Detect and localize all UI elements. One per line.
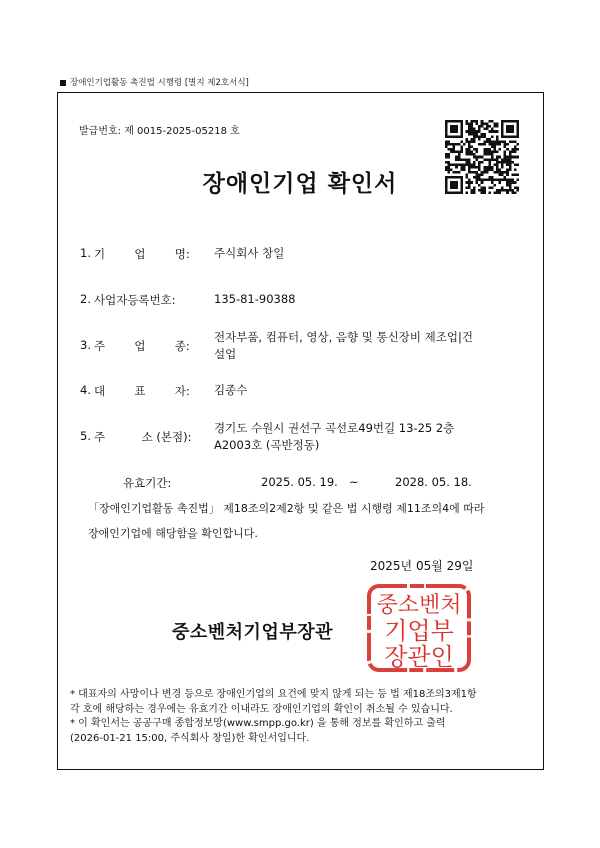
validity-label: 유효기간: <box>123 476 172 490</box>
document-title: 장애인기업 확인서 <box>202 171 398 197</box>
main-industry-line-2: 설업 <box>214 347 237 361</box>
address-value <box>214 420 514 454</box>
field-label: 사업자등록번호: <box>94 293 176 307</box>
validity-tilde: ~ <box>349 475 359 489</box>
footnote-line: * 이 확인서는 공공구매 종합정보망(www.smpp.go.kr) 을 통해 정보를 확인하고 출력 <box>70 718 446 729</box>
representative-value: 김종수 <box>214 383 248 397</box>
certification-line-1: 「장애인기업활동 촉진법」 제18조의2제2항 및 같은 법 시행령 제11조의4에 따라 <box>88 502 485 515</box>
footnote-line: * 대표자의 사망이나 변경 등으로 장애인기업의 요건에 맞지 않게 되는 등 법 제18조의3제1항 <box>70 689 477 700</box>
validity-end: 2028. 05. 18. <box>395 475 472 489</box>
business-reg-no-value: 135-81-90388 <box>214 292 296 306</box>
certification-line-2: 장애인기업에 해당함을 확인합니다. <box>88 527 258 540</box>
main-industry-value <box>214 329 514 363</box>
validity-start: 2025. 05. 19. <box>261 475 338 489</box>
issuer-minister: 중소벤처기업부장관 <box>172 622 333 643</box>
issue-date: 2025년 05월 29일 <box>370 559 474 573</box>
issue-number: 발급번호: 제 0015-2025-05218 호 <box>79 126 240 137</box>
address-line-1: 경기도 수원시 권선구 곡선로49번길 13-25 2층 <box>214 421 455 435</box>
field-label: 주 소 (본점): <box>94 430 192 444</box>
field-number: 4. <box>80 383 91 397</box>
footnotes <box>70 688 540 746</box>
form-header-text: 장애인기업활동 촉진법 시행령 [별지 제2호서식] <box>70 78 249 88</box>
seal-text-line-3: 장관인 <box>384 643 454 671</box>
official-seal-stamp <box>365 582 473 674</box>
field-number: 3. <box>80 338 91 352</box>
field-label: 대 표 자: <box>94 384 190 398</box>
field-number: 2. <box>80 292 91 306</box>
square-bullet-icon <box>60 80 66 86</box>
address-line-2: A2003호 (곡반정동) <box>214 438 320 452</box>
field-label: 기 업 명: <box>94 247 190 261</box>
footnote-line: (2026-01-21 15:00, 주식회사 창일)한 확인서입니다. <box>70 732 310 744</box>
footnote-line: 각 호에 해당하는 경우에는 유효기간 이내라도 장애인기업의 확인이 취소될 수 있습니다. <box>70 703 453 715</box>
form-header-note <box>60 76 249 88</box>
seal-text-line-2: 기업부 <box>384 617 454 645</box>
field-number: 1. <box>80 246 91 260</box>
field-label: 주 업 종: <box>94 339 190 353</box>
main-industry-line-1: 전자부품, 컴퓨터, 영상, 음향 및 통신장비 제조업|건 <box>214 330 473 344</box>
field-number: 5. <box>80 429 91 443</box>
seal-text-line-1: 중소벤처 <box>376 593 462 618</box>
company-name-value: 주식회사 창일 <box>214 246 285 260</box>
